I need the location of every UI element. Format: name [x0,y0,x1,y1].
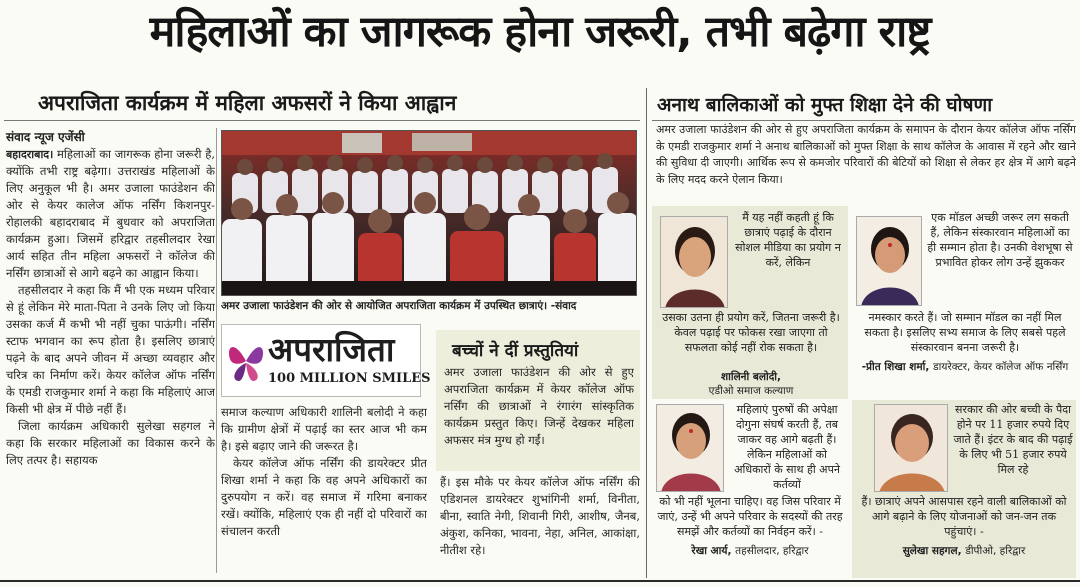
speaker-name: रेखा आर्य, [691,545,732,557]
quote-wide-text: नमस्कार करते हैं। जो सम्मान मॉडल का नहीं मिल सकता है। इसलिए सभ्य समाज के लिए सबसे पहले संस्कारवान बनना जरूरी है। [864,311,1066,354]
quote-wide-text: को भी नहीं भूलना चाहिए। वह जिस परिवार में जाएं, उन्हें भी अपने परिवार के सदस्यों की तरह समझें और कर्तव्यों का निर्वहन करें। - [657,495,843,538]
quote-side-text: मैं यह नहीं कहती हूं कि छात्राएं पढ़ाई के दौरान सोशल मीडिया का प्रयोग न करें, लेकिन [735,211,841,269]
logo-wordmark: अपराजिता [268,330,395,369]
quote-side-text: महिलाएं पुरुषों की अपेक्षा दोगुना संघर्ष करती हैं, तब जाकर वह आगे बढ़ती हैं। लेकिन महिलाओं को अधिकारों के साथ ही अपने कर्तव्यों [734,403,840,491]
paragraph: अमर उजाला फाउंडेशन की ओर से हुए अपराजिता कार्यक्रम के समापन के दौरान केयर कॉलेज ऑफ नर्सिंग के एमडी राजकुमार शर्मा ने अनाथ बालिकाओं को मुफ्त शिक्षा के साथ कॉलेज के आवास में रहने और खाने की सुविधा दी जाएगी। आर्थिक रूप से कमजोर परिवारों की बेटियों को शिक्षा से लेकर हर क्षेत्र में आगे बढ़ने के लिए मदद करने ऐलान किया। [656,123,1076,186]
speaker-name: सुलेखा सहगल, [902,545,962,557]
paragraph: समाज कल्याण अधिकारी शालिनी बलोदी ने कहा कि ग्रामीण क्षेत्रों में पढ़ाई का स्तर आज भी कम है। इसे बढ़ाए जाने की जरूरत है। [221,405,427,453]
bottom-border [0,580,1080,582]
quote-signature [856,544,1072,558]
quote-signature [658,370,844,384]
quote-box-shalini [652,206,848,399]
left-subheadline: अपराजिता कार्यक्रम में महिला अफसरों ने किया आह्वान [38,91,457,115]
quote-box-sulekha [852,400,1076,578]
quote-signature [856,360,1074,374]
person-portrait-icon [857,217,922,306]
students-audience-image [222,131,637,296]
story-divider [646,88,647,578]
aparajita-logo [221,324,431,397]
speaker-title: एडीओ समाज कल्याण [708,385,794,397]
quote-side-text: एक मॉडल अच्छी जरूर लग सकती हैं, लेकिन संस्कारवान महिलाओं का ही सम्मान होता है। उनकी वेशभूषा से प्रभावित होकर लोग उन्हें झुककर [927,211,1073,269]
speaker-name: शालिनी बलोदी, [720,371,782,383]
portrait-rekha [656,404,724,492]
speaker-name: -प्रीत शिखा शर्मा, [861,361,930,373]
quote-side-text: सरकार की ओर बच्ची के पैदा होने पर 11 हजार रुपये दिए जाते हैं। इंटर के बाद की पढ़ाई के लिए भी 51 हजार रुपये मिल रहे [953,403,1073,476]
quote-box-rekha [652,402,848,578]
byline: संवाद न्यूज एजेंसी [6,130,85,144]
article-column-3 [440,474,640,574]
article-column-2 [221,404,427,574]
paragraph-text: महिलाओं का जागरूक होना जरूरी है, क्योंकि तभी राष्ट्र बढ़ेगा। उत्तराखंड महिलाओं के लिए अनुकूल भी है। अमर उजाला फाउंडेशन की ओर से केयर कालेज ऑफ नर्सिंग किशनपुर-रोहालकी बहादराबाद में बुधवार को अपराजिता कार्यक्रम हुआ। जिसमें हरिद्वार तहसीलदार रेखा आर्य सहित तीन महिला अफसरों ने कॉलेज की नर्सिंग छात्राओं से आगे बढ़ने का आह्वान किया। [6,147,215,280]
event-photo [221,130,637,296]
kids-performance-box [436,330,640,471]
kids-box-text [444,364,634,468]
portrait-sulekha [874,404,948,492]
paragraph: केयर कॉलेज ऑफ नर्सिंग की डायरेक्टर प्रीत शिखा शर्मा ने कहा कि वह अपने अधिकारों का दुरुपयोग न करें। वह समाज में गरिमा बनाकर रखें। क्योंकि, महिलाएं एक ही नहीं दो परिवारों का संचालन करती [221,456,427,538]
paragraph: जिला कार्यक्रम अधिकारी सुलेखा सहगल ने कहा कि सरकार महिलाओं का विकास करने के लिए तत्पर है। सहायक [6,419,215,467]
column-divider [216,128,217,573]
quote-box-preet [852,206,1076,399]
article-column-1 [6,146,215,570]
portrait-shalini [660,216,728,308]
quote-wide-text: हैं। छात्राएं अपने आसपास रहने वाली बालिकाओं को आगे बढ़ाने के लिए योजनाओं को जन-जन तक पहुंचाएं। - [861,495,1067,538]
person-portrait-icon [661,217,728,308]
person-portrait-icon [875,405,948,492]
person-portrait-icon [657,405,724,492]
quote-wide-text: उसका उतना ही प्रयोग करें, जितना जरूरी है। केवल पढ़ाई पर फोकस रखा जाएगा तो सफलता कोई नहीं रोक सकता है। [662,311,840,354]
main-headline: महिलाओं का जागरूक होना जरूरी, तभी बढ़ेगा राष्ट्र [149,7,931,57]
quote-signature [654,544,846,558]
paragraph [6,146,215,282]
right-subheadline: अनाथ बालिकाओं को मुफ्त शिक्षा देने की घोषणा [657,94,993,116]
kids-box-title: बच्चों ने दीं प्रस्तुतियां [452,341,579,361]
speaker-title: डीपीओ, हरिद्वार [965,545,1026,557]
speaker-title: डायरेक्टर, केयर कॉलेज ऑफ नर्सिंग [933,361,1069,373]
left-subhead-rule [4,120,640,121]
paragraph: तहसीलदार ने कहा कि मैं भी एक मध्यम परिवार से हूं लेकिन मेरे माता-पिता ने उनके लिए जो किया उसका कर्ज मैं कभी भी नहीं चुका पाऊंगी। नर्सिंग स्टाफ भगवान का रूप होता है। इसलिए छात्राएं पढ़ने के बाद अपने जीवन में अच्छा व्यवहार और चरित्र का निर्माण करें। केयर कॉलेज ऑफ नर्सिंग के एमडी राजकुमार शर्मा ने कहा कि महिलाएं आज किसी भी क्षेत्र में पीछे नहीं हैं। [6,283,215,416]
right-intro [656,122,1076,194]
paragraph: अमर उजाला फाउंडेशन की ओर से हुए अपराजिता कार्यक्रम में केयर कॉलेज ऑफ नर्सिंग की छात्राओं ने रंगारंग सांस्कृतिक कार्यक्रम प्रस्तुत किए। जिन्हें देखकर महिला अफसर मंत्र मुग्ध हो गईं। [444,365,634,447]
right-subhead-rule [652,120,1074,121]
portrait-preet [856,216,922,306]
photo-caption: अमर उजाला फाउंडेशन की ओर से आयोजित अपराजिता कार्यक्रम में उपस्थित छात्राएं। -संवाद [221,300,577,312]
speaker-title: तहसीलदार, हरिद्वार [735,545,809,557]
logo-tagline: 100 MILLION SMILES [268,371,431,386]
butterfly-icon [226,337,266,385]
dateline: बहादराबाद। [6,148,54,161]
paragraph: हैं। इस मौके पर केयर कॉलेज ऑफ नर्सिंग की एडिशनल डायरेक्टर शुभांगिनी शर्मा, विनीता, बीना, स्वाति नेगी, शिवानी गिरी, आशीष, जैनब, अंकुश, कनिका, भावना, नेहा, अनिल, आकांक्षा, नीतीश रहे। [440,475,640,557]
